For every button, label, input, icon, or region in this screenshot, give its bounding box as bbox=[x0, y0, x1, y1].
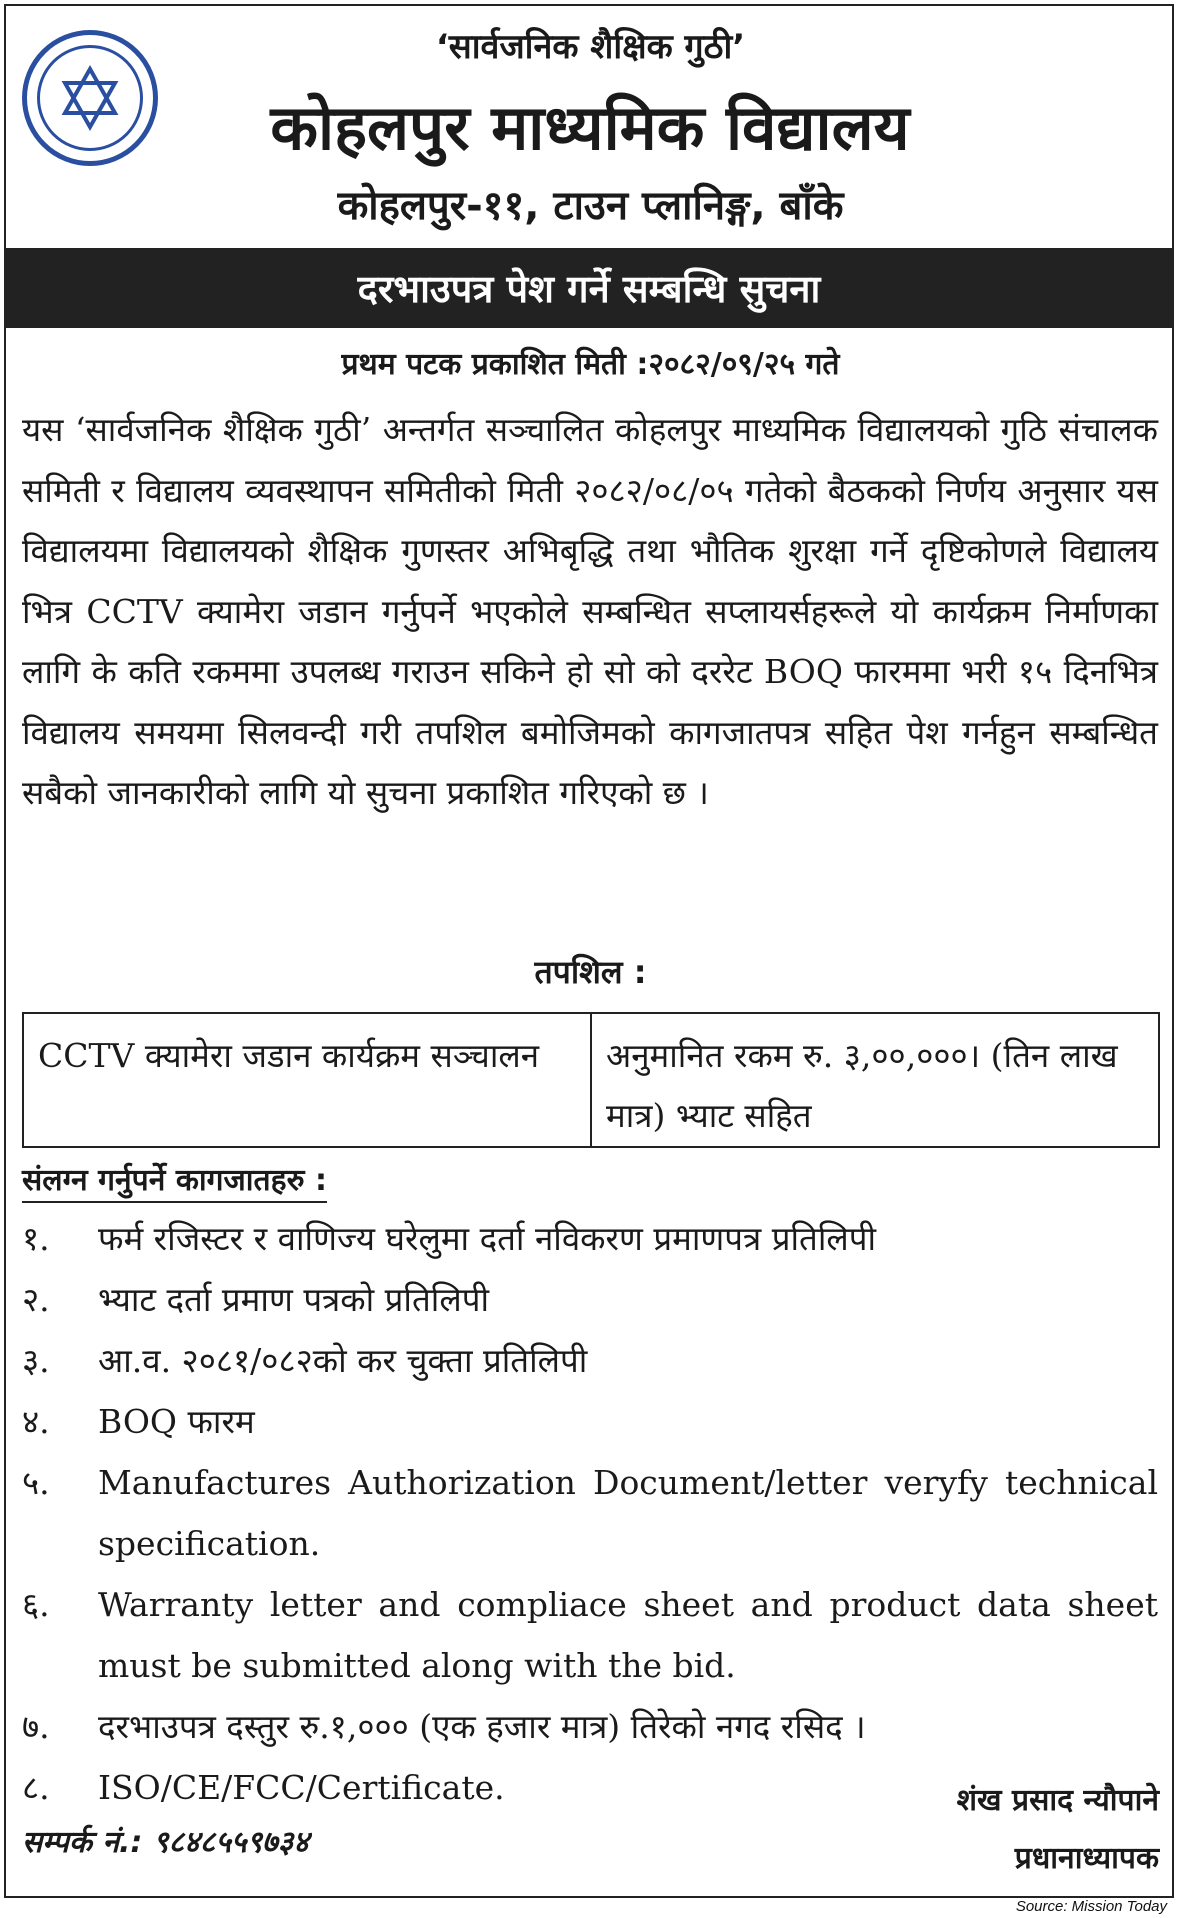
school-address: कोहलपुर-११, टाउन प्लानिङ्ग, बाँके bbox=[337, 183, 844, 229]
list-item bbox=[22, 1269, 1158, 1330]
item-number: १. bbox=[22, 1219, 50, 1258]
item-text: Warranty letter and compliace sheet and product data sheet must be submitted along with the bid. bbox=[98, 1585, 1158, 1685]
signatory-designation: प्रधानाध्यापक bbox=[1014, 1841, 1159, 1876]
estimate-cell: अनुमानित रकम रु. ३,००,०००। (तिन लाख मात्र) भ्याट सहित bbox=[606, 1036, 1118, 1135]
signatory-name: शंख प्रसाद न्यौपाने bbox=[956, 1783, 1159, 1818]
notice-body: यस ‘सार्वजनिक शैक्षिक गुठी’ अन्तर्गत सञ्चालित कोहलपुर माध्यमिक विद्यालयको गुठि संचालक समिती र विद्यालय व्यवस्थापन समितीको मिती २०८२/०८/०५ गतेको बैठकको निर्णय अनुसार यस विद्यालयमा विद्यालयको शैक्षिक गुणस्तर अभिबृद्धि तथा भौतिक शुरक्षा गर्ने दृष्टिकोणले विद्यालय भित्र CCTV क्यामेरा जडान गर्नुपर्ने भएकोले सम्बन्धित सप्लायर्सहरूले यो कार्यक्रम निर्माणका लागि के कति रकममा उपलब्ध गराउन सकिने हो सो को दररेट BOQ फारममा भरी १५ दिनभित्र विद्यालय समयमा सिलवन्दी गरी तपशिल बमोजिमको कागजातपत्र सहित पेश गर्नहुन सम्बन्धित सबैको जानकारीको लागि यो सुचना प्रकाशित गरिएको छ । bbox=[22, 410, 1158, 812]
attachments-list bbox=[22, 1208, 1158, 1818]
notice-title-banner bbox=[4, 248, 1174, 328]
item-number: ६. bbox=[22, 1585, 50, 1624]
list-item bbox=[22, 1208, 1158, 1269]
list-item bbox=[22, 1330, 1158, 1391]
list-item bbox=[22, 1391, 1158, 1452]
item-text: दरभाउपत्र दस्तुर रु.१,००० (एक हजार मात्र) तिरेको नगद रसिद । bbox=[98, 1707, 866, 1746]
details-heading: तपशिल : bbox=[534, 953, 647, 991]
item-number: २. bbox=[22, 1280, 50, 1319]
item-number: ३. bbox=[22, 1341, 50, 1380]
item-number: ४. bbox=[22, 1402, 50, 1441]
program-cell: CCTV क्यामेरा जडान कार्यक्रम सञ्चालन bbox=[24, 1014, 592, 1146]
item-text: BOQ फारम bbox=[98, 1402, 255, 1441]
item-text: आ.व. २०८१/०८२को कर चुक्ता प्रतिलिपी bbox=[98, 1341, 588, 1380]
item-text: भ्याट दर्ता प्रमाण पत्रको प्रतिलिपी bbox=[98, 1280, 489, 1319]
item-number: ७. bbox=[22, 1707, 50, 1746]
trust-subtitle: ‘सार्वजनिक शैक्षिक गुठी’ bbox=[435, 27, 746, 67]
attachments-heading: संलग्न गर्नुपर्ने कागजातहरु : bbox=[22, 1158, 327, 1203]
star-icon bbox=[55, 63, 125, 133]
item-number: ८. bbox=[22, 1768, 50, 1807]
list-item bbox=[22, 1696, 1158, 1757]
item-text: Manufactures Authorization Document/letter veryfy technical specification. bbox=[98, 1463, 1158, 1563]
details-table bbox=[22, 1012, 1160, 1148]
item-number: ५. bbox=[22, 1463, 50, 1502]
item-text: फर्म रजिस्टर र वाणिज्य घरेलुमा दर्ता नविकरण प्रमाणपत्र प्रतिलिपी bbox=[98, 1219, 877, 1258]
contact-number: सम्पर्क नं.: ९८४८५५९७३४ bbox=[22, 1825, 309, 1860]
source-credit: Source: Mission Today bbox=[1015, 1898, 1167, 1915]
item-text: ISO/CE/FCC/Certificate. bbox=[98, 1768, 505, 1807]
list-item bbox=[22, 1452, 1158, 1574]
notice-title: दरभाउपत्र पेश गर्ने सम्बन्धि सुचना bbox=[357, 267, 821, 311]
list-item bbox=[22, 1574, 1158, 1696]
school-name: कोहलपुर माध्यमिक विद्यालय bbox=[270, 91, 910, 164]
published-date: प्रथम पटक प्रकाशित मिती :२०८२/०९/२५ गते bbox=[341, 347, 840, 382]
